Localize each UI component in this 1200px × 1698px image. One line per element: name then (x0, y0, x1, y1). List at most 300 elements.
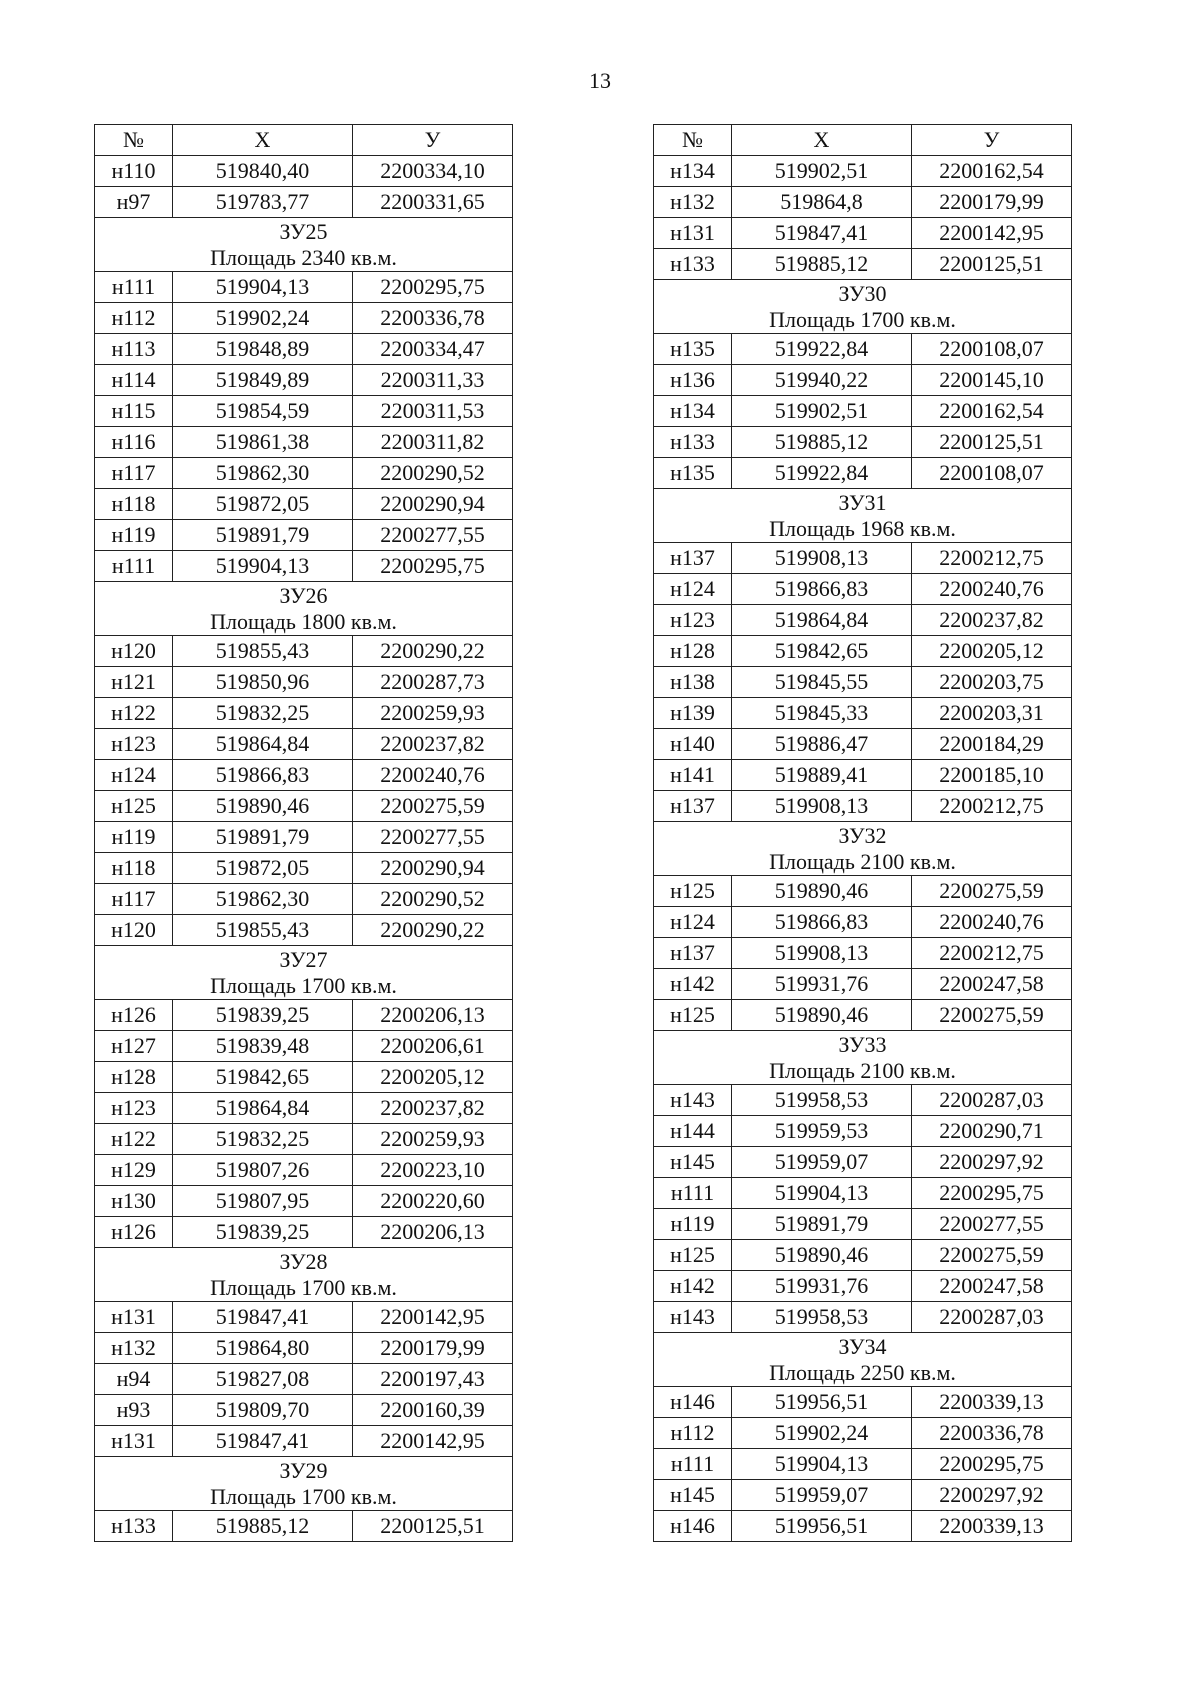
point-id-cell: н111 (654, 1178, 732, 1209)
y-coordinate-cell: 2200277,55 (912, 1209, 1072, 1240)
x-coordinate-cell: 519864,84 (173, 1093, 353, 1124)
point-id-cell: н117 (95, 884, 173, 915)
x-coordinate-cell: 519908,13 (732, 543, 912, 574)
point-id-cell: н110 (95, 156, 173, 187)
y-coordinate-cell: 2200240,76 (912, 574, 1072, 605)
table-row (654, 1387, 1072, 1418)
parcel-group-row (654, 1333, 1072, 1387)
table-row (95, 729, 513, 760)
table-header-row (654, 125, 1072, 156)
y-coordinate-cell: 2200212,75 (912, 543, 1072, 574)
x-coordinate-cell: 519904,13 (732, 1449, 912, 1480)
point-id-cell: н129 (95, 1155, 173, 1186)
table-row (95, 760, 513, 791)
table-row (95, 272, 513, 303)
table-row (654, 458, 1072, 489)
x-coordinate-cell: 519809,70 (173, 1395, 353, 1426)
point-id-cell: н139 (654, 698, 732, 729)
table-row (654, 605, 1072, 636)
point-id-cell: н125 (654, 1000, 732, 1031)
point-id-cell: н112 (95, 303, 173, 334)
parcel-group-row (654, 280, 1072, 334)
point-id-cell: н123 (95, 1093, 173, 1124)
table-row (654, 543, 1072, 574)
point-id-cell: н131 (95, 1302, 173, 1333)
y-coordinate-cell: 2200206,13 (353, 1217, 513, 1248)
y-coordinate-cell: 2200334,10 (353, 156, 513, 187)
x-coordinate-cell: 519840,40 (173, 156, 353, 187)
y-coordinate-cell: 2200290,94 (353, 853, 513, 884)
table-row (95, 303, 513, 334)
y-coordinate-cell: 2200290,22 (353, 636, 513, 667)
table-row (95, 1093, 513, 1124)
point-id-cell: н131 (95, 1426, 173, 1457)
parcel-area: Площадь 1800 кв.м. (210, 608, 397, 634)
point-id-cell: н127 (95, 1031, 173, 1062)
point-id-cell: н137 (654, 791, 732, 822)
point-id-cell: н146 (654, 1511, 732, 1542)
point-id-cell: н123 (654, 605, 732, 636)
parcel-name: ЗУ33 (838, 1031, 887, 1057)
table-row (95, 1155, 513, 1186)
parcel-group-cell (654, 1333, 1072, 1387)
point-id-cell: н111 (654, 1449, 732, 1480)
point-id-cell: н145 (654, 1480, 732, 1511)
y-coordinate-cell: 2200295,75 (353, 272, 513, 303)
y-coordinate-cell: 2200125,51 (912, 249, 1072, 280)
x-coordinate-cell: 519839,25 (173, 1217, 353, 1248)
table-row (654, 876, 1072, 907)
y-coordinate-cell: 2200237,82 (353, 1093, 513, 1124)
x-coordinate-cell: 519845,33 (732, 698, 912, 729)
table-row (95, 1426, 513, 1457)
y-coordinate-cell: 2200290,71 (912, 1116, 1072, 1147)
table-row (95, 791, 513, 822)
table-row (95, 489, 513, 520)
x-coordinate-cell: 519902,24 (173, 303, 353, 334)
point-id-cell: н120 (95, 636, 173, 667)
point-id-cell: н136 (654, 365, 732, 396)
x-coordinate-cell: 519885,12 (732, 249, 912, 280)
parcel-group-cell (654, 822, 1072, 876)
point-id-cell: н143 (654, 1085, 732, 1116)
point-id-cell: н131 (654, 218, 732, 249)
x-coordinate-cell: 519839,48 (173, 1031, 353, 1062)
y-coordinate-cell: 2200145,10 (912, 365, 1072, 396)
y-coordinate-cell: 2200223,10 (353, 1155, 513, 1186)
y-coordinate-cell: 2200259,93 (353, 698, 513, 729)
x-coordinate-cell: 519848,89 (173, 334, 353, 365)
point-id-cell: н146 (654, 1387, 732, 1418)
parcel-area: Площадь 2250 кв.м. (769, 1359, 956, 1385)
x-coordinate-cell: 519862,30 (173, 458, 353, 489)
parcel-group-row (95, 1457, 513, 1511)
y-coordinate-cell: 2200275,59 (912, 1000, 1072, 1031)
point-id-cell: н134 (654, 156, 732, 187)
header-x: Х (732, 125, 912, 156)
x-coordinate-cell: 519922,84 (732, 458, 912, 489)
x-coordinate-cell: 519931,76 (732, 1271, 912, 1302)
y-coordinate-cell: 2200179,99 (912, 187, 1072, 218)
parcel-group-row (654, 1031, 1072, 1085)
y-coordinate-cell: 2200205,12 (912, 636, 1072, 667)
x-coordinate-cell: 519850,96 (173, 667, 353, 698)
x-coordinate-cell: 519904,13 (173, 551, 353, 582)
point-id-cell: н122 (95, 698, 173, 729)
table-row (95, 1062, 513, 1093)
x-coordinate-cell: 519807,26 (173, 1155, 353, 1186)
x-coordinate-cell: 519959,53 (732, 1116, 912, 1147)
x-coordinate-cell: 519842,65 (173, 1062, 353, 1093)
y-coordinate-cell: 2200206,13 (353, 1000, 513, 1031)
parcel-group-cell (95, 1248, 513, 1302)
point-id-cell: н124 (654, 907, 732, 938)
header-number: № (654, 125, 732, 156)
x-coordinate-cell: 519956,51 (732, 1511, 912, 1542)
point-id-cell: н126 (95, 1000, 173, 1031)
x-coordinate-cell: 519890,46 (732, 1000, 912, 1031)
x-coordinate-cell: 519902,51 (732, 156, 912, 187)
parcel-area: Площадь 1968 кв.м. (769, 515, 956, 541)
x-coordinate-cell: 519849,89 (173, 365, 353, 396)
y-coordinate-cell: 2200277,55 (353, 822, 513, 853)
x-coordinate-cell: 519864,84 (732, 605, 912, 636)
y-coordinate-cell: 2200203,75 (912, 667, 1072, 698)
x-coordinate-cell: 519832,25 (173, 698, 353, 729)
x-coordinate-cell: 519872,05 (173, 489, 353, 520)
y-coordinate-cell: 2200220,60 (353, 1186, 513, 1217)
y-coordinate-cell: 2200331,65 (353, 187, 513, 218)
y-coordinate-cell: 2200125,51 (912, 427, 1072, 458)
table-row (95, 520, 513, 551)
x-coordinate-cell: 519845,55 (732, 667, 912, 698)
page-number: 13 (589, 68, 611, 93)
table-row (654, 938, 1072, 969)
x-coordinate-cell: 519861,38 (173, 427, 353, 458)
point-id-cell: н93 (95, 1395, 173, 1426)
table-row (95, 1124, 513, 1155)
parcel-group-row (654, 822, 1072, 876)
table-row (95, 1031, 513, 1062)
y-coordinate-cell: 2200259,93 (353, 1124, 513, 1155)
point-id-cell: н126 (95, 1217, 173, 1248)
y-coordinate-cell: 2200297,92 (912, 1147, 1072, 1178)
table-row (95, 365, 513, 396)
x-coordinate-cell: 519864,8 (732, 187, 912, 218)
point-id-cell: н112 (654, 1418, 732, 1449)
y-coordinate-cell: 2200203,31 (912, 698, 1072, 729)
x-coordinate-cell: 519908,13 (732, 791, 912, 822)
y-coordinate-cell: 2200290,52 (353, 884, 513, 915)
y-coordinate-cell: 2200297,92 (912, 1480, 1072, 1511)
table-row (654, 907, 1072, 938)
y-coordinate-cell: 2200184,29 (912, 729, 1072, 760)
parcel-group-cell (95, 1457, 513, 1511)
table-row (654, 249, 1072, 280)
point-id-cell: н97 (95, 187, 173, 218)
point-id-cell: н125 (654, 876, 732, 907)
table-row (654, 574, 1072, 605)
x-coordinate-cell: 519807,95 (173, 1186, 353, 1217)
point-id-cell: н120 (95, 915, 173, 946)
table-row (95, 915, 513, 946)
table-row (95, 1302, 513, 1333)
x-coordinate-cell: 519842,65 (732, 636, 912, 667)
point-id-cell: н132 (654, 187, 732, 218)
parcel-area: Площадь 1700 кв.м. (769, 306, 956, 332)
x-coordinate-cell: 519902,24 (732, 1418, 912, 1449)
x-coordinate-cell: 519854,59 (173, 396, 353, 427)
x-coordinate-cell: 519862,30 (173, 884, 353, 915)
point-id-cell: н118 (95, 853, 173, 884)
header-x: Х (173, 125, 353, 156)
y-coordinate-cell: 2200336,78 (912, 1418, 1072, 1449)
y-coordinate-cell: 2200212,75 (912, 791, 1072, 822)
parcel-group-cell (654, 489, 1072, 543)
x-coordinate-cell: 519832,25 (173, 1124, 353, 1155)
y-coordinate-cell: 2200277,55 (353, 520, 513, 551)
table-row (654, 1418, 1072, 1449)
parcel-area: Площадь 1700 кв.м. (210, 1274, 397, 1300)
y-coordinate-cell: 2200108,07 (912, 458, 1072, 489)
table-row (95, 698, 513, 729)
table-row (654, 156, 1072, 187)
point-id-cell: н137 (654, 938, 732, 969)
x-coordinate-cell: 519886,47 (732, 729, 912, 760)
y-coordinate-cell: 2200290,22 (353, 915, 513, 946)
y-coordinate-cell: 2200295,75 (353, 551, 513, 582)
header-y: У (912, 125, 1072, 156)
x-coordinate-cell: 519908,13 (732, 938, 912, 969)
table-row (95, 187, 513, 218)
table-row (654, 1271, 1072, 1302)
table-row (95, 636, 513, 667)
point-id-cell: н94 (95, 1364, 173, 1395)
table-row (95, 884, 513, 915)
parcel-group-cell (95, 218, 513, 272)
parcel-name: ЗУ26 (279, 582, 328, 608)
point-id-cell: н133 (654, 249, 732, 280)
point-id-cell: н123 (95, 729, 173, 760)
point-id-cell: н130 (95, 1186, 173, 1217)
parcel-area: Площадь 1700 кв.м. (210, 972, 397, 998)
parcel-group-row (95, 218, 513, 272)
table-row (95, 1364, 513, 1395)
x-coordinate-cell: 519904,13 (173, 272, 353, 303)
point-id-cell: н111 (95, 551, 173, 582)
point-id-cell: н111 (95, 272, 173, 303)
x-coordinate-cell: 519783,77 (173, 187, 353, 218)
table-row (95, 458, 513, 489)
point-id-cell: н125 (95, 791, 173, 822)
x-coordinate-cell: 519891,79 (173, 520, 353, 551)
x-coordinate-cell: 519956,51 (732, 1387, 912, 1418)
parcel-area: Площадь 2100 кв.м. (769, 848, 956, 874)
table-row (654, 969, 1072, 1000)
x-coordinate-cell: 519958,53 (732, 1302, 912, 1333)
y-coordinate-cell: 2200125,51 (353, 1511, 513, 1542)
x-coordinate-cell: 519922,84 (732, 334, 912, 365)
point-id-cell: н113 (95, 334, 173, 365)
x-coordinate-cell: 519902,51 (732, 396, 912, 427)
point-id-cell: н119 (654, 1209, 732, 1240)
table-row (95, 1333, 513, 1364)
point-id-cell: н141 (654, 760, 732, 791)
parcel-name: ЗУ28 (279, 1248, 328, 1274)
point-id-cell: н118 (95, 489, 173, 520)
y-coordinate-cell: 2200240,76 (912, 907, 1072, 938)
point-id-cell: н134 (654, 396, 732, 427)
parcel-group-row (95, 582, 513, 636)
table-row (95, 1511, 513, 1542)
x-coordinate-cell: 519891,79 (173, 822, 353, 853)
y-coordinate-cell: 2200311,53 (353, 396, 513, 427)
x-coordinate-cell: 519904,13 (732, 1178, 912, 1209)
parcel-area: Площадь 2340 кв.м. (210, 244, 397, 270)
y-coordinate-cell: 2200339,13 (912, 1387, 1072, 1418)
point-id-cell: н133 (95, 1511, 173, 1542)
x-coordinate-cell: 519890,46 (732, 1240, 912, 1271)
x-coordinate-cell: 519940,22 (732, 365, 912, 396)
table-row (654, 1449, 1072, 1480)
table-row (95, 1217, 513, 1248)
table-row (95, 667, 513, 698)
parcel-group-row (95, 946, 513, 1000)
point-id-cell: н137 (654, 543, 732, 574)
x-coordinate-cell: 519839,25 (173, 1000, 353, 1031)
y-coordinate-cell: 2200290,52 (353, 458, 513, 489)
table-row (95, 853, 513, 884)
x-coordinate-cell: 519891,79 (732, 1209, 912, 1240)
x-coordinate-cell: 519864,84 (173, 729, 353, 760)
x-coordinate-cell: 519847,41 (173, 1302, 353, 1333)
parcel-name: ЗУ31 (838, 489, 887, 515)
point-id-cell: н115 (95, 396, 173, 427)
y-coordinate-cell: 2200247,58 (912, 969, 1072, 1000)
point-id-cell: н119 (95, 822, 173, 853)
y-coordinate-cell: 2200311,82 (353, 427, 513, 458)
x-coordinate-cell: 519885,12 (173, 1511, 353, 1542)
point-id-cell: н117 (95, 458, 173, 489)
y-coordinate-cell: 2200142,95 (912, 218, 1072, 249)
y-coordinate-cell: 2200339,13 (912, 1511, 1072, 1542)
y-coordinate-cell: 2200247,58 (912, 1271, 1072, 1302)
point-id-cell: н132 (95, 1333, 173, 1364)
point-id-cell: н142 (654, 1271, 732, 1302)
point-id-cell: н122 (95, 1124, 173, 1155)
point-id-cell: н121 (95, 667, 173, 698)
table-row (654, 1511, 1072, 1542)
x-coordinate-cell: 519890,46 (732, 876, 912, 907)
parcel-group-cell (95, 582, 513, 636)
y-coordinate-cell: 2200206,61 (353, 1031, 513, 1062)
table-row (654, 427, 1072, 458)
table-row (654, 1000, 1072, 1031)
parcel-area: Площадь 2100 кв.м. (769, 1057, 956, 1083)
parcel-group-row (95, 1248, 513, 1302)
table-header-row (95, 125, 513, 156)
point-id-cell: н116 (95, 427, 173, 458)
table-row (654, 218, 1072, 249)
y-coordinate-cell: 2200237,82 (353, 729, 513, 760)
y-coordinate-cell: 2200290,94 (353, 489, 513, 520)
table-row (95, 1000, 513, 1031)
table-row (95, 427, 513, 458)
y-coordinate-cell: 2200287,73 (353, 667, 513, 698)
table-row (95, 822, 513, 853)
x-coordinate-cell: 519855,43 (173, 636, 353, 667)
parcel-name: ЗУ27 (279, 946, 328, 972)
point-id-cell: н142 (654, 969, 732, 1000)
table-row (654, 396, 1072, 427)
parcel-area: Площадь 1700 кв.м. (210, 1483, 397, 1509)
table-row (654, 1480, 1072, 1511)
x-coordinate-cell: 519872,05 (173, 853, 353, 884)
x-coordinate-cell: 519959,07 (732, 1147, 912, 1178)
y-coordinate-cell: 2200237,82 (912, 605, 1072, 636)
table-row (654, 1209, 1072, 1240)
parcel-group-row (654, 489, 1072, 543)
table-row (654, 667, 1072, 698)
y-coordinate-cell: 2200287,03 (912, 1085, 1072, 1116)
table-row (654, 1178, 1072, 1209)
x-coordinate-cell: 519959,07 (732, 1480, 912, 1511)
parcel-name: ЗУ30 (838, 280, 887, 306)
table-row (95, 1186, 513, 1217)
y-coordinate-cell: 2200334,47 (353, 334, 513, 365)
table-row (95, 396, 513, 427)
table-row (654, 698, 1072, 729)
y-coordinate-cell: 2200160,39 (353, 1395, 513, 1426)
y-coordinate-cell: 2200295,75 (912, 1449, 1072, 1480)
y-coordinate-cell: 2200240,76 (353, 760, 513, 791)
y-coordinate-cell: 2200205,12 (353, 1062, 513, 1093)
table-row (654, 365, 1072, 396)
point-id-cell: н135 (654, 334, 732, 365)
table-row (654, 1302, 1072, 1333)
y-coordinate-cell: 2200185,10 (912, 760, 1072, 791)
coordinates-table-right (653, 124, 1072, 1542)
y-coordinate-cell: 2200275,59 (912, 1240, 1072, 1271)
x-coordinate-cell: 519931,76 (732, 969, 912, 1000)
point-id-cell: н140 (654, 729, 732, 760)
x-coordinate-cell: 519866,83 (173, 760, 353, 791)
y-coordinate-cell: 2200336,78 (353, 303, 513, 334)
header-y: У (353, 125, 513, 156)
point-id-cell: н124 (95, 760, 173, 791)
x-coordinate-cell: 519827,08 (173, 1364, 353, 1395)
table-row (95, 1395, 513, 1426)
x-coordinate-cell: 519866,83 (732, 907, 912, 938)
x-coordinate-cell: 519855,43 (173, 915, 353, 946)
y-coordinate-cell: 2200179,99 (353, 1333, 513, 1364)
table-row (95, 156, 513, 187)
point-id-cell: н144 (654, 1116, 732, 1147)
table-row (654, 1147, 1072, 1178)
table-row (654, 1116, 1072, 1147)
table-row (95, 334, 513, 365)
parcel-group-cell (654, 1031, 1072, 1085)
coordinates-table-left (94, 124, 513, 1542)
x-coordinate-cell: 519866,83 (732, 574, 912, 605)
parcel-name: ЗУ25 (279, 218, 328, 244)
parcel-name: ЗУ34 (838, 1333, 887, 1359)
table-row (654, 187, 1072, 218)
point-id-cell: н128 (654, 636, 732, 667)
table-row (95, 551, 513, 582)
parcel-name: ЗУ32 (838, 822, 887, 848)
x-coordinate-cell: 519864,80 (173, 1333, 353, 1364)
